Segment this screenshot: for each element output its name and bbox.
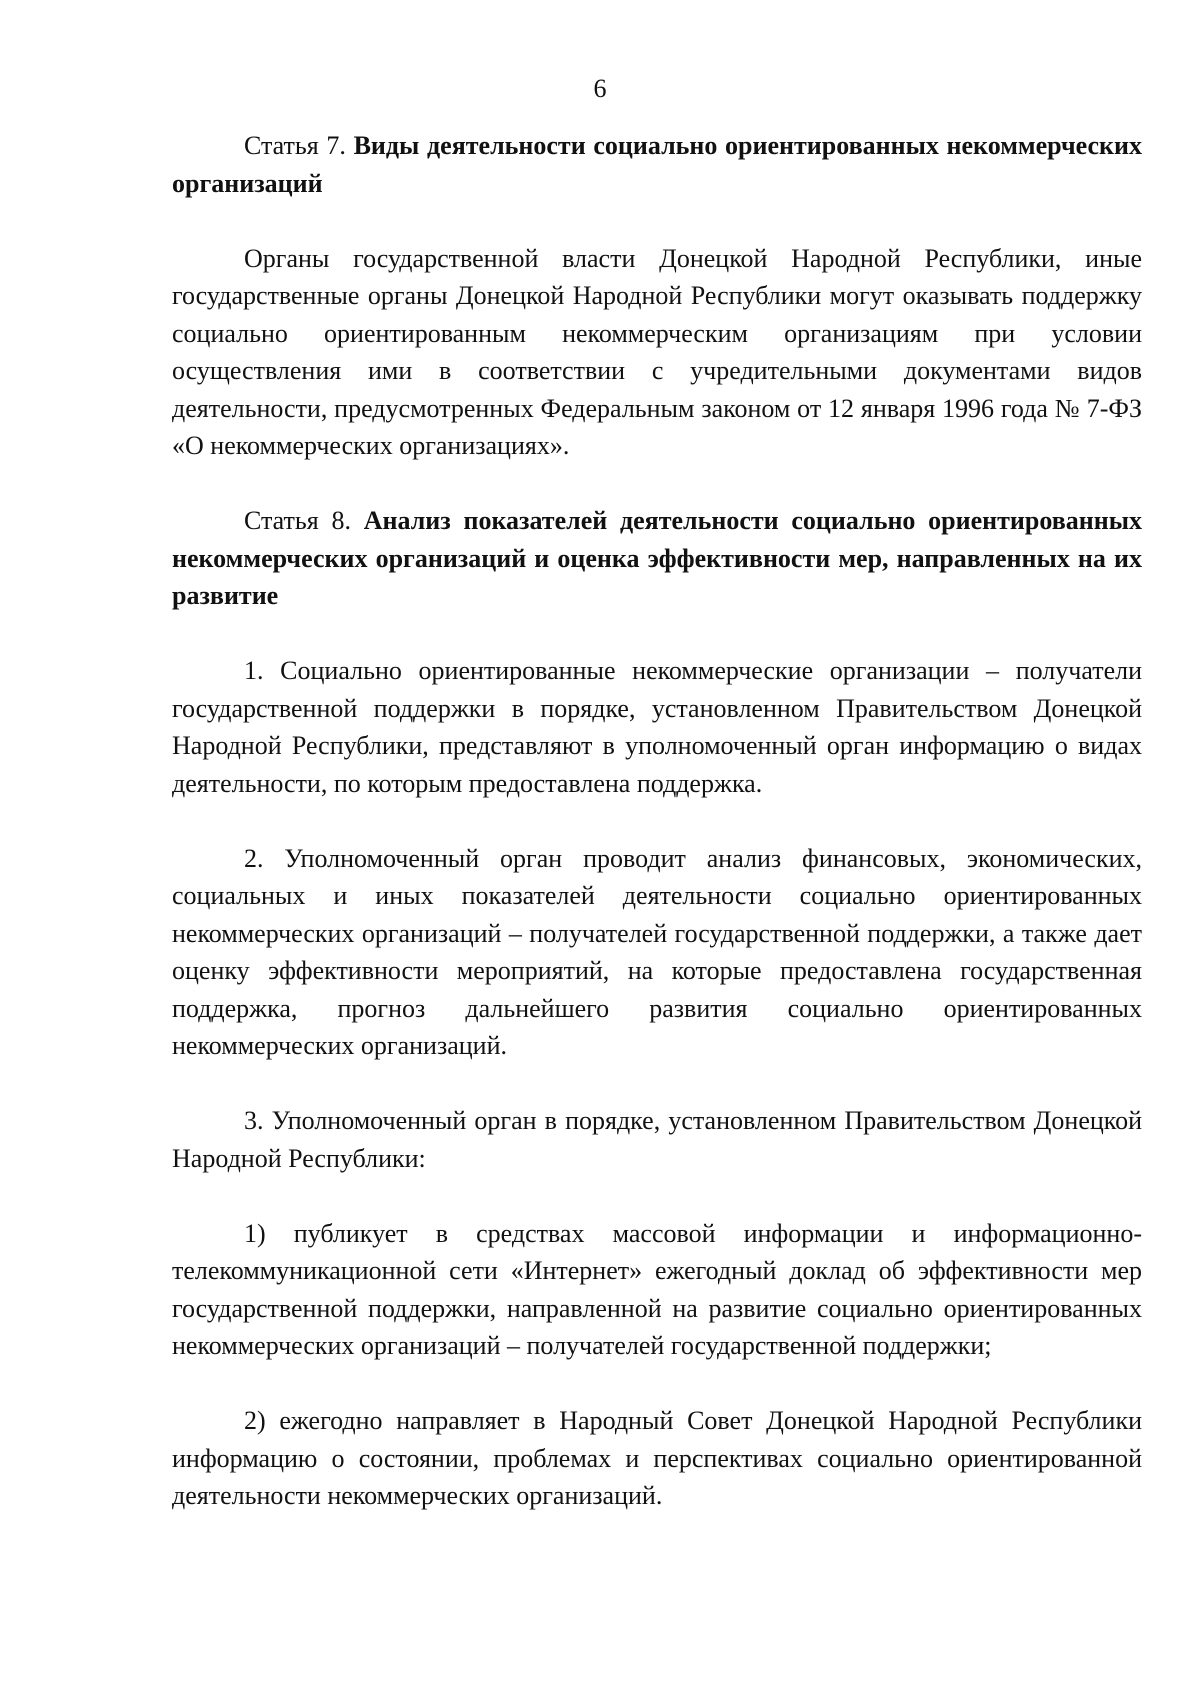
article-7-paragraph: Органы государственной власти Донецкой Народной Республики, иные государственные органы Донецкой Народной Республики могут оказывать поддержку социально ориентированным некоммерческим организациям при условии осуществления ими в соответствии с учредительными документами видов деятельности, предусмотренных Федеральным законом от 12 января 1996 года № 7-ФЗ «О некоммерческих организациях». <box>172 243 1142 460</box>
article-8-title: Анализ показателей деятельности социально ориентированных некоммерческих организаций и оценка эффективности мер, направленных на их развитие <box>172 506 1142 610</box>
article-8-item-2: 2) ежегодно направляет в Народный Совет Донецкой Народной Республики информацию о состоянии, проблемах и перспективах социально ориентированной деятельности некоммерческих организаций. <box>172 1406 1142 1510</box>
article-8-prefix: Статья 8. <box>244 506 364 535</box>
document-body <box>172 127 1142 1552</box>
page-number: 6 <box>593 74 607 103</box>
article-8-paragraph-1: 1. Социально ориентированные некоммерческие организации – получатели государственной поддержки в порядке, установленном Правительством Донецкой Народной Республики, представляют в уполномоченный орган информацию о видах деятельности, по которым предоставлена поддержка. <box>172 656 1142 798</box>
article-7-prefix: Статья 7. <box>244 131 354 160</box>
article-7-title: Виды деятельности социально ориентированных некоммерческих организаций <box>172 131 1142 198</box>
article-8-item-1: 1) публикует в средствах массовой информации и информационно-телекоммуникационной сети «Интернет» ежегодный доклад об эффективности мер государственной поддержки, направленной на развитие социально ориентированных некоммерческих организаций – получателей государственной поддержки; <box>172 1218 1142 1360</box>
article-8-paragraph-2: 2. Уполномоченный орган проводит анализ финансовых, экономических, социальных и иных показателей деятельности социально ориентированных некоммерческих организаций – получателей государственной поддержки, а также дает оценку эффективности мероприятий, на которые предоставлена государственная поддержка, прогноз дальнейшего развития социально ориентированных некоммерческих организаций. <box>172 843 1142 1060</box>
article-7-heading <box>172 127 1142 202</box>
article-8-heading <box>172 502 1142 615</box>
article-8-paragraph-3: 3. Уполномоченный орган в порядке, установленном Правительством Донецкой Народной Республики: <box>172 1106 1142 1173</box>
